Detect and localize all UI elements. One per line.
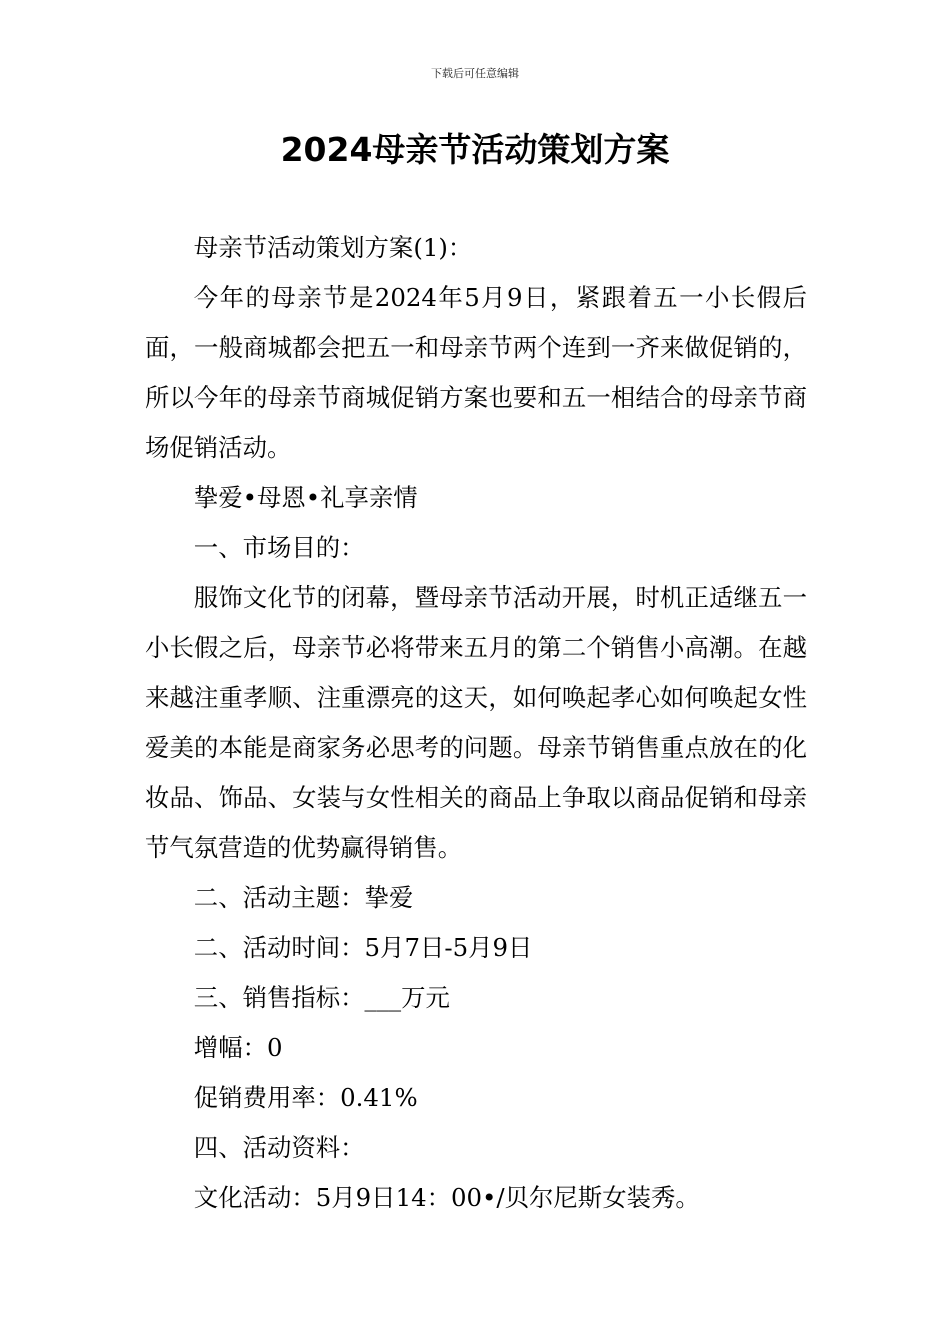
section-heading-theme: 二、活动主题：挚爱 <box>193 883 414 912</box>
paragraph-slogan: 挚爱•母恩•礼享亲情 <box>193 483 418 512</box>
paragraph-cultural-activity: 文化活动：5月9日14：00•/贝尔尼斯女装秀。 <box>193 1183 700 1212</box>
section-heading-activity-content: 四、活动资料： <box>193 1133 365 1162</box>
section-heading-sales-target: 三、销售指标：___万元 <box>193 983 450 1012</box>
paragraph-promo-cost-rate: 促销费用率：0.41% <box>193 1083 418 1112</box>
paragraph-intro: 今年的母亲节是2024年5月9日，紧跟着五一小长假后面，一般商城都会把五一和母亲节两个连到一齐来做促销的，所以今年的母亲节商城促销方案也要和五一相结合的母亲节商场促销活动。 <box>145 283 807 462</box>
paragraph-growth: 增幅：0 <box>193 1033 283 1062</box>
document-body <box>145 223 807 1223</box>
paragraph-plan-heading: 母亲节活动策划方案(1)： <box>193 233 473 262</box>
header-note: 下载后可任意编辑 <box>431 67 519 80</box>
document-title: 2024母亲节活动策划方案 <box>280 130 670 169</box>
paragraph-market-purpose: 服饰文化节的闭幕，暨母亲节活动开展，时机正适继五一小长假之后，母亲节必将带来五月的第二个销售小高潮。在越来越注重孝顺、注重漂亮的这天，如何唤起孝心如何唤起女性爱美的本能是商家务必思考的问题。母亲节销售重点放在的化妆品、饰品、女装与女性相关的商品上争取以商品促销和母亲节气氛营造的优势赢得销售。 <box>145 583 807 862</box>
section-heading-market-purpose: 一、市场目的： <box>193 533 365 562</box>
section-heading-time: 二、活动时间：5月7日-5月9日 <box>193 933 533 962</box>
